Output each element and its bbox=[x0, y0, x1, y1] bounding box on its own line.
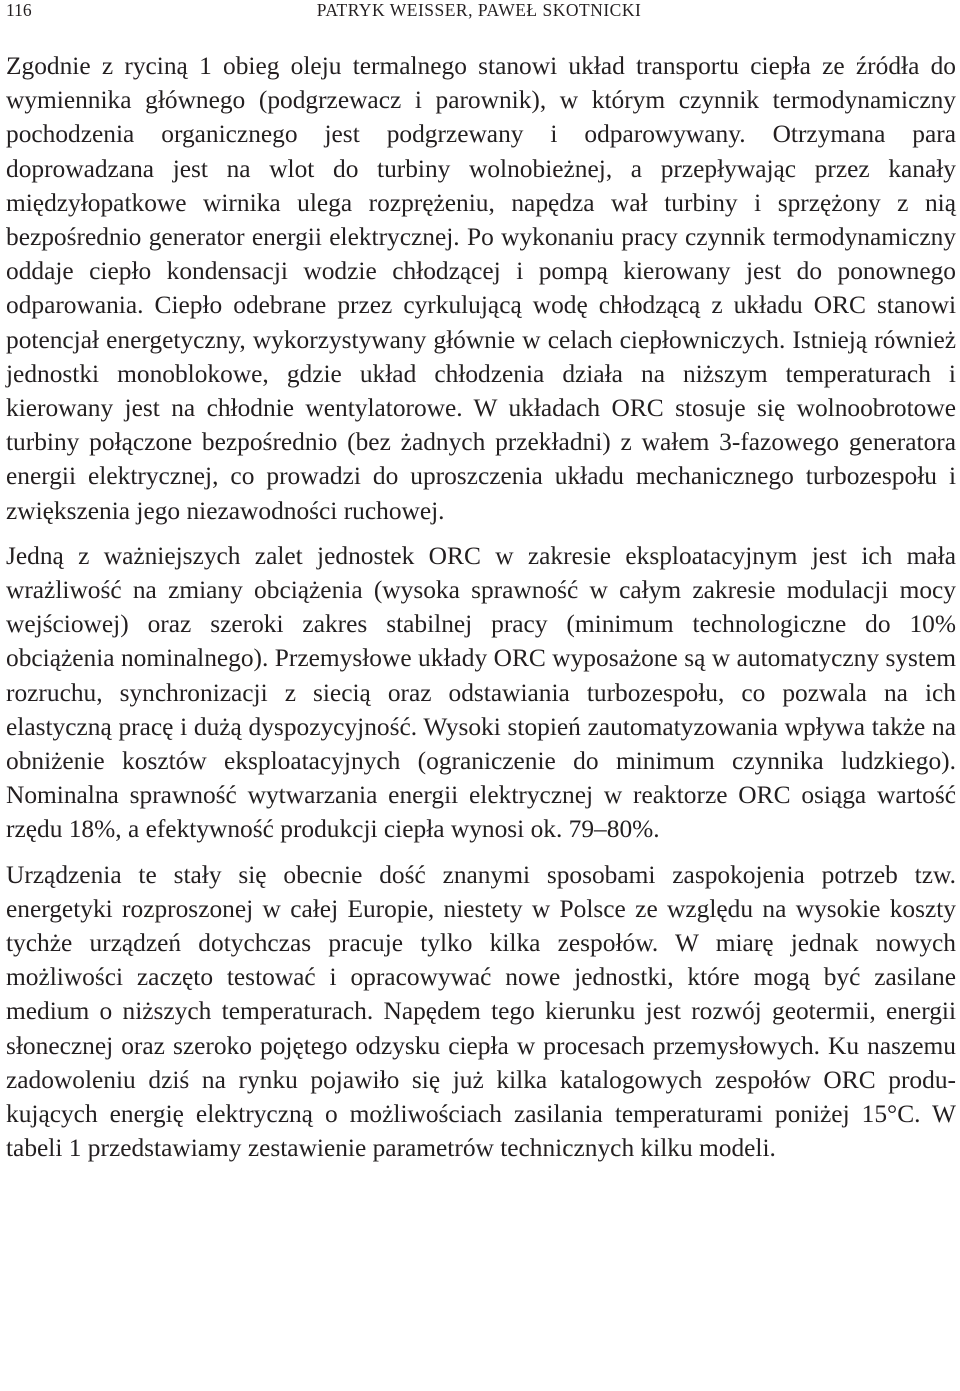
body-text bbox=[6, 49, 956, 1166]
paragraph-orc-cycle: Zgodnie z ryciną 1 obieg oleju termalnego stanowi układ transportu ciepła ze źródła do wymiennika głównego (podgrzewacz i parownik), w którym czynnik termodynamiczny pochodzenia organicznego jest podgrzewany i odparowywany. Otrzymana para doprowadzana jest na wlot do turbiny wolnobieżnej, a przepływając przez kanały międzyłopatkowe wirnika ulega rozprężeniu, napędza wał turbiny i sprzężony z nią bezpośrednio generator energii elektrycznej. Po wykonaniu pracy czynnik termodynamiczny oddaje ciepło kondensacji wodzie chłodzącej i pompą kierowany jest do ponownego odparowania. Ciepło odebrane przez cyrkulującą wodę chłodzącą z układu ORC stanowi potencjał energetyczny, wykorzystywany głównie w celach ciepłowniczych. Istnieją również jednostki monoblokowe, gdzie układ chłodzenia działa na niższym temperaturach i kierowany jest na chłodnie wentylatorowe. W układach ORC stosuje się wolnoobrotowe turbiny połączone bezpośrednio (bez żadnych przekładni) z wałem 3-fazowego generatora energii elektrycznej, co prowadzi do uproszczenia układu mechanicznego turbozespołu i zwiększenia jego niezawodności ruchowej. bbox=[6, 52, 956, 525]
paragraph-orc-market: Urządzenia te stały się obecnie dość znanymi sposobami zaspokojenia potrzeb tzw. energetyki rozproszonej w całej Europie, niestety w Polsce ze względu na wysokie koszty tychże urządzeń dotychczas pracuje tylko kilka zespołów. W miarę jednak nowych możliwości zaczęto testować i opracowywać nowe jednostki, które mogą być zasilane medium o niższych temperaturach. Napędem tego kierunku jest rozwój geotermii, energii słonecznej oraz szeroko pojętego odzysku ciepła w procesach przemysłowych. Ku naszemu zadowoleniu dziś na rynku pojawiło się już kilka katalogowych zespołów ORC produkujących energię elektryczną o możliwościach zasilania temperaturami poniżej 15°C. W tabeli 1 przedstawiamy zestawienie parametrów technicznych kilku modeli. bbox=[6, 860, 956, 1163]
header-authors: PATRYK WEISSER, PAWEŁ SKOTNICKI bbox=[316, 0, 642, 20]
running-head bbox=[6, 0, 952, 22]
page-number: 116 bbox=[6, 0, 32, 20]
paragraph-orc-advantages: Jedną z ważniejszych zalet jednostek ORC w zakresie eksploatacyjnym jest ich mała wrażliwość na zmiany obciążenia (wysoka sprawność w całym zakresie modulacji mocy wejściowej) oraz szeroki zakres stabilnej pracy (minimum technologiczne do 10% obciążenia nominalnego). Przemysłowe układy ORC wyposażone są w automatyczny system rozruchu, synchronizacji z siecią oraz odstawiania turbozespołu, co pozwala na ich elastyczną pracę i dużą dyspozycyjność. Wysoki stopień zautomatyzowania wpływa także na obniżenie kosztów eksploatacyjnych (ograniczenie do minimum czynnika ludzkiego). Nominalna sprawność wytwarzania energii elektrycznej w reaktorze ORC osiąga wartość rzędu 18%, a efektywność produkcji ciepła wynosi ok. 79–80%. bbox=[6, 541, 956, 844]
